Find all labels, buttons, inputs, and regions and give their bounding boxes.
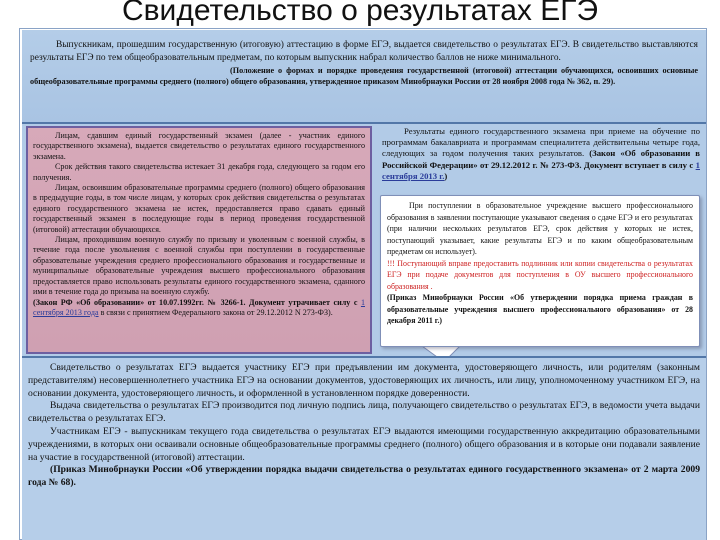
- callout-paragraph-1: При поступлении в образовательное учреждение высшего профессионального образования в заявлении поступающие указывают сведения о сдаче ЕГЭ и его результатах (при наличии нескольких результатов ЕГЭ, срок действия у которых не истек, поступающий указывает, какие результаты ЕГЭ и по каким общеобразовательным предметам он использует).: [387, 201, 693, 256]
- left-law-date-link[interactable]: 1 сентября 2013 года: [33, 297, 365, 317]
- left-paragraph-2: Срок действия такого свидетельства истекает 31 декабря года, следующего за годом его получения.: [33, 162, 365, 182]
- right-law-date-link[interactable]: 1 сентября 2013 г.: [382, 159, 700, 181]
- left-law-tail: в связи с принятием Федерального закона от 29.12.2012 N 273-ФЗ).: [100, 307, 333, 317]
- page-title: Свидетельство о результатах ЕГЭ: [121, 0, 599, 27]
- bottom-paragraph-3: Участникам ЕГЭ - выпускникам текущего года свидетельства о результатах ЕГЭ выдаются имеющими государственную аккредитацию образовательными учреждениями, в которых они осваивали основные общеобразовательные программы среднего (полного) общего образования и в которые они подавали заявление на участие в государственной (итоговой) аттестации.: [28, 425, 700, 463]
- bottom-paragraph-2: Выдача свидетельства о результатах ЕГЭ производится под личную подпись лица, получающего свидетельство о результатах ЕГЭ, в ведомости учета выдачи свидетельства о результатах ЕГЭ.: [28, 400, 700, 425]
- top-paragraph: Выпускникам, прошедшим государственную (итоговую) аттестацию в форме ЕГЭ, выдается свидетельство о результатах ЕГЭ. В свидетельство выставляются результаты ЕГЭ по тем общеобразовательным предметам, по которым выпускник набрал количество баллов не ниже минимального.: [30, 40, 698, 63]
- right-law-text: (Закон «Об образовании в Российской Федерации» от 29.12.2012 г. № 273-ФЗ. Документ вступает в силу с: [382, 148, 700, 170]
- bottom-paragraph-1: Свидетельство о результатах ЕГЭ выдается участнику ЕГЭ при предъявлении им документа, удостоверяющего личность, или родителям (законным представителям) несовершеннолетнего участника ЕГЭ на основании документов, удостоверяющих их личность, или лицу, уполномоченному участником ЕГЭ, на основании документа, удостоверяющего личность, и оформленной в установленном порядке доверенности.: [28, 362, 700, 399]
- left-law-text: (Закон РФ «Об образовании» от 10.07.1992гг. № 3266-1. Документ утрачивает силу с: [33, 297, 358, 307]
- right-law-end: ): [444, 170, 448, 181]
- left-paragraph-4: Лицам, проходившим военную службу по призыву и уволенным с военной службы, в течение года после увольнения с военной службы при поступлении в государственные образовательные учреждения среднего профессионального образования и государственные и муниципальные образовательные учреждения высшего профессионального образования предоставляется право использовать результаты единого государственного экзамена, сданного ими в течение года до призыва на военную службу.: [33, 235, 365, 297]
- top-reference: (Положение о формах и порядке проведения государственной (итоговой) аттестации обучающихся, освоивших основные общеобразовательные программы среднего (полного) общего образования, утвержденное приказом Минобрнауки России от 28 ноября 2008 года № 362, п. 29).: [30, 66, 698, 87]
- callout-reference: (Приказ Минобрнауки России «Об утверждении порядка приема граждан в образовательные учреждения высшего профессионального образования» от 28 декабря 2011 г.): [387, 293, 693, 325]
- bottom-reference: (Приказ Минобрнауки России «Об утверждении порядка выдачи свидетельства о результатах единого государственного экзамена» от 2 марта 2009 года № 68).: [28, 464, 700, 489]
- callout-box: [380, 195, 700, 347]
- right-paragraph-text: Результаты единого государственного экзамена при приеме на обучение по программам бакалавриата и программам специалитета действительны четыре года, следующих за годом получения таких результатов.: [382, 126, 700, 159]
- bottom-info-panel: [22, 356, 706, 540]
- left-paragraph-3: Лицам, освоившим образовательные программы среднего (полного) общего образования в предыдущие годы, в том числе лицам, у которых срок действия свидетельства о результатах единого государственного экзамена не истек, предоставляется право сдавать единый государственный экзамен в последующие годы в период проведения государственной (итоговой) аттестации обучающихся.: [33, 183, 365, 234]
- callout-warning: !!! Поступающий вправе предоставить подлинник или копии свидетельства о результатах ЕГЭ при подаче документов для поступления в ОУ высшего профессионального образования .: [387, 258, 693, 291]
- left-paragraph-1: Лицам, сдавшим единый государственный экзамен (далее - участник единого государственного экзамена), выдается свидетельство о результатах единого государственного экзамена.: [33, 131, 365, 161]
